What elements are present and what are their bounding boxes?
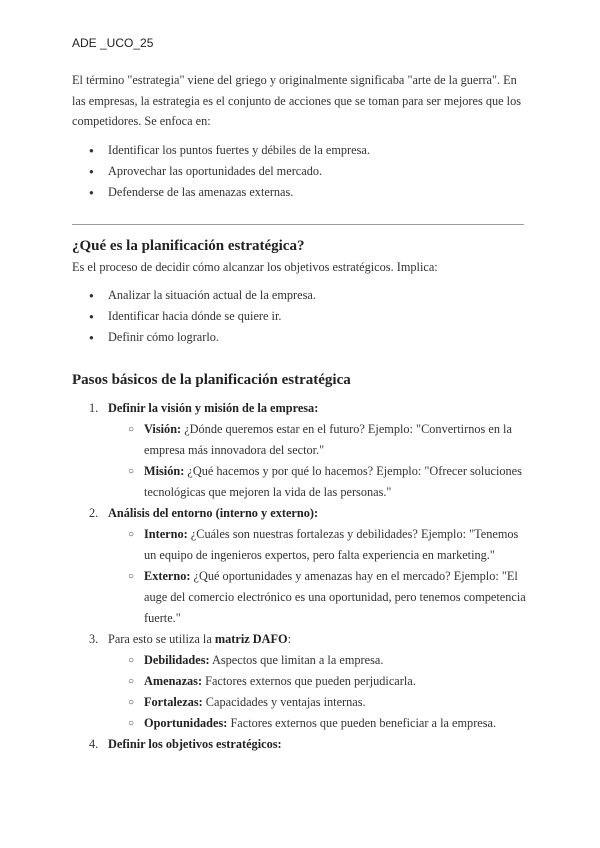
sub-item: [108, 419, 532, 461]
section-paragraph: Es el proceso de decidir cómo alcanzar los objetivos estratégicos. Implica:: [72, 259, 438, 274]
sub-item: [108, 524, 532, 566]
sub-item: [108, 671, 532, 692]
sub-item-text: Factores externos que pueden perjudicarla.: [202, 674, 416, 688]
step-pretext: Para esto se utiliza la: [108, 632, 215, 646]
section-divider: [72, 224, 524, 225]
sub-item-text: Factores externos que pueden beneficiar a la empresa.: [227, 716, 497, 730]
sub-list: [108, 650, 532, 734]
step-number: 3.: [89, 632, 99, 646]
step-label: Definir la visión y misión de la empresa:: [108, 401, 319, 415]
list-item: ● Identificar los puntos fuertes y débiles de la empresa.: [72, 140, 532, 161]
intro-bullet-list: [72, 140, 532, 203]
sub-item-label: Fortalezas:: [144, 695, 203, 709]
list-item: ● Identificar hacia dónde se quiere ir.: [72, 306, 532, 327]
step-item: [72, 398, 532, 503]
step-number: 4.: [89, 737, 99, 751]
sub-item-label: Misión:: [144, 464, 185, 478]
sub-list: [108, 524, 532, 629]
sub-list: [108, 419, 532, 503]
sub-item: [108, 650, 532, 671]
section-heading-pasos: Pasos básicos de la planificación estratégica: [72, 372, 351, 388]
step-label: matriz DAFO: [214, 632, 288, 646]
step-item: [72, 629, 532, 734]
step-number: 1.: [89, 401, 99, 415]
sub-item: [108, 713, 532, 734]
sub-item-text: ¿Qué hacemos y por qué lo hacemos? Ejemplo: "Ofrecer soluciones tecnológicas que mejoren la vida de las personas.": [144, 464, 522, 499]
sub-item-text: ¿Qué oportunidades y amenazas hay en el mercado? Ejemplo: "El auge del comercio electrónico es una oportunidad, pero tenemos competencia fuerte.": [144, 569, 526, 625]
sub-item: [108, 692, 532, 713]
sub-item: [108, 566, 532, 629]
list-item: ● Definir cómo lograrlo.: [72, 327, 532, 348]
step-posttext: :: [287, 632, 292, 646]
section1-bullet-list: [72, 285, 532, 348]
page-header: ADE _UCO_25: [72, 36, 154, 50]
step-label: Definir los objetivos estratégicos:: [108, 737, 282, 751]
sub-item-label: Oportunidades:: [144, 716, 228, 730]
sub-item: [108, 461, 532, 503]
sub-item-text: Capacidades y ventajas internas.: [202, 695, 366, 709]
sub-item-text: ¿Dónde queremos estar en el futuro? Ejemplo: "Convertirnos en la empresa más innovadora del sector.": [144, 422, 512, 457]
sub-item-label: Debilidades:: [144, 653, 210, 667]
step-number: 2.: [89, 506, 99, 520]
section-heading-planificacion: ¿Qué es la planificación estratégica?: [72, 237, 305, 254]
step-item: [72, 734, 532, 755]
sub-item-label: Visión:: [144, 422, 182, 436]
list-item: ● Aprovechar las oportunidades del mercado.: [72, 161, 532, 182]
sub-item-text: ¿Cuáles son nuestras fortalezas y debilidades? Ejemplo: "Tenemos un equipo de ingenieros expertos, pero falta experiencia en marketing.": [144, 527, 519, 562]
document-body: [72, 70, 532, 755]
sub-item-label: Externo:: [144, 569, 191, 583]
step-label: Análisis del entorno (interno y externo):: [108, 506, 319, 520]
sub-item-label: Amenazas:: [144, 674, 203, 688]
sub-item-text: Aspectos que limitan a la empresa.: [209, 653, 384, 667]
steps-list: [72, 398, 532, 755]
list-item: ● Analizar la situación actual de la empresa.: [72, 285, 532, 306]
intro-paragraph: El término "estrategia" viene del griego y originalmente significaba "arte de la guerra". En las empresas, la estrategia es el conjunto de acciones que se toman para ser mejores que los competidores. Se enfoca en:: [72, 73, 522, 128]
step-item: [72, 503, 532, 629]
sub-item-label: Interno:: [144, 527, 188, 541]
list-item: ● Defenderse de las amenazas externas.: [72, 182, 532, 203]
